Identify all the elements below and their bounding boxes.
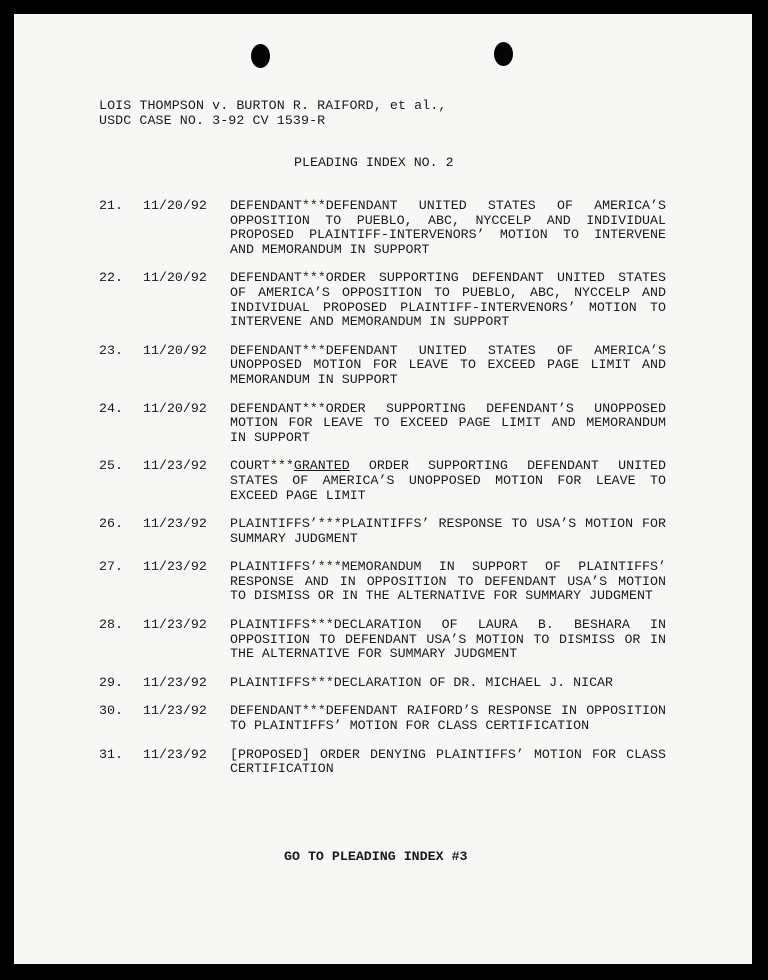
entry-description: [230, 402, 666, 446]
entry-text: MEMORANDUM IN SUPPORT OF PLAINTIFFS’ RESPONSE AND IN OPPOSITION TO DEFENDANT USA’S MOTION TO DISMISS OR IN THE ALTERNATIVE FOR SUMMARY JUDGMENT: [230, 559, 666, 604]
entry-24: [99, 402, 689, 446]
entry-number: 25.: [99, 458, 123, 474]
entry-31: [99, 748, 689, 777]
entry-25: [99, 459, 689, 503]
entry-description: [230, 676, 666, 691]
punch-hole-right: [494, 42, 513, 66]
entry-date: 11/23/92: [143, 559, 207, 575]
entry-text: DECLARATION OF DR. MICHAEL J. NICAR: [333, 674, 614, 690]
entry-party: DEFENDANT***: [230, 703, 326, 719]
entry-23: [99, 344, 689, 388]
entry-number: 26.: [99, 516, 123, 532]
pleading-entries: [99, 199, 689, 791]
entry-description: [230, 618, 666, 662]
entry-date: 11/20/92: [143, 400, 207, 416]
caption-line-1: LOIS THOMPSON v. BURTON R. RAIFORD, et al.,: [99, 98, 447, 113]
entry-description: [230, 704, 666, 733]
entry-29: [99, 676, 689, 691]
entry-description: [230, 271, 666, 329]
entry-date: 11/23/92: [143, 674, 207, 690]
entry-date: 11/23/92: [143, 516, 207, 532]
entry-number: 21.: [99, 198, 123, 213]
entry-date: 11/23/92: [143, 746, 207, 762]
entry-party: DEFENDANT***: [230, 198, 326, 213]
entry-date: 11/23/92: [143, 458, 207, 474]
document-page: [14, 14, 752, 964]
entry-text: DEFENDANT RAIFORD’S RESPONSE IN OPPOSITION TO PLAINTIFFS’ MOTION FOR CLASS CERTIFICATION: [230, 703, 666, 734]
entry-party: PLAINTIFFS***: [230, 674, 334, 690]
entry-party: COURT***: [230, 458, 294, 474]
entry-text: PLAINTIFFS’ RESPONSE TO USA’S MOTION FOR SUMMARY JUDGMENT: [230, 516, 666, 546]
case-caption: [99, 98, 446, 128]
go-to-next-index: GO TO PLEADING INDEX #3: [284, 849, 468, 864]
entry-text: DECLARATION OF LAURA B. BESHARA IN OPPOSITION TO DEFENDANT USA’S MOTION TO DISMISS OR IN THE ALTERNATIVE FOR SUMMARY JUDGMENT: [230, 617, 666, 662]
entry-number: 22.: [99, 270, 123, 286]
entry-description: [230, 748, 666, 777]
entry-text: ORDER SUPPORTING DEFENDANT UNITED STATES OF AMERICA’S OPPOSITION TO PUEBLO, ABC, NYCCELP AND INDIVIDUAL PROPOSED PLAINTIFF-INTERVENORS’ MOTION TO INTERVENE AND MEMORANDUM IN SUPPORT: [230, 270, 666, 330]
entry-text: ORDER SUPPORTING DEFENDANT’S UNOPPOSED MOTION FOR LEAVE TO EXCEED PAGE LIMIT AND MEMORANDUM IN SUPPORT: [230, 400, 666, 445]
entry-22: [99, 271, 689, 329]
entry-date: 11/23/92: [143, 617, 207, 633]
entry-date: 11/20/92: [143, 198, 207, 213]
entry-number: 23.: [99, 342, 123, 358]
entry-party: DEFENDANT***: [230, 400, 326, 416]
entry-number: 29.: [99, 674, 123, 690]
entry-text: DEFENDANT UNITED STATES OF AMERICA’S UNOPPOSED MOTION FOR LEAVE TO EXCEED PAGE LIMIT AND MEMORANDUM IN SUPPORT: [230, 342, 666, 387]
entry-date: 11/20/92: [143, 342, 207, 358]
entry-number: 31.: [99, 746, 123, 762]
entry-description: [230, 459, 666, 503]
entry-party: PLAINTIFFS’***: [230, 516, 342, 532]
entry-description: [230, 344, 666, 388]
caption-line-2: USDC CASE NO. 3-92 CV 1539-R: [99, 113, 326, 128]
entry-26: [99, 517, 689, 546]
entry-30: [99, 704, 689, 733]
entry-number: 28.: [99, 617, 123, 633]
entry-number: 30.: [99, 703, 123, 719]
entry-21: [99, 199, 689, 257]
entry-number: 24.: [99, 400, 123, 416]
entry-date: 11/23/92: [143, 703, 207, 719]
entry-description: [230, 199, 666, 257]
entry-party: DEFENDANT***: [230, 270, 326, 286]
entry-description: [230, 560, 666, 604]
entry-party: PLAINTIFFS’***: [230, 559, 342, 575]
entry-description: [230, 517, 666, 546]
entry-party: DEFENDANT***: [230, 342, 326, 358]
entry-text: ORDER SUPPORTING DEFENDANT UNITED STATES OF AMERICA’S UNOPPOSED MOTION FOR LEAVE TO EXCEED PAGE LIMIT: [230, 458, 666, 503]
entry-party: PLAINTIFFS***: [230, 617, 334, 633]
entry-28: [99, 618, 689, 662]
index-title: PLEADING INDEX NO. 2: [294, 155, 454, 170]
entry-text: [PROPOSED] ORDER DENYING PLAINTIFFS’ MOTION FOR CLASS CERTIFICATION: [230, 746, 666, 777]
entry-27: [99, 560, 689, 604]
entry-text: DEFENDANT UNITED STATES OF AMERICA’S OPPOSITION TO PUEBLO, ABC, NYCCELP AND INDIVIDUAL PROPOSED PLAINTIFF-INTERVENORS’ MOTION TO INTERVENE AND MEMORANDUM IN SUPPORT: [230, 198, 666, 257]
granted-label: GRANTED: [293, 458, 350, 474]
punch-hole-left: [251, 44, 270, 68]
entry-date: 11/20/92: [143, 270, 207, 286]
entry-number: 27.: [99, 559, 123, 575]
